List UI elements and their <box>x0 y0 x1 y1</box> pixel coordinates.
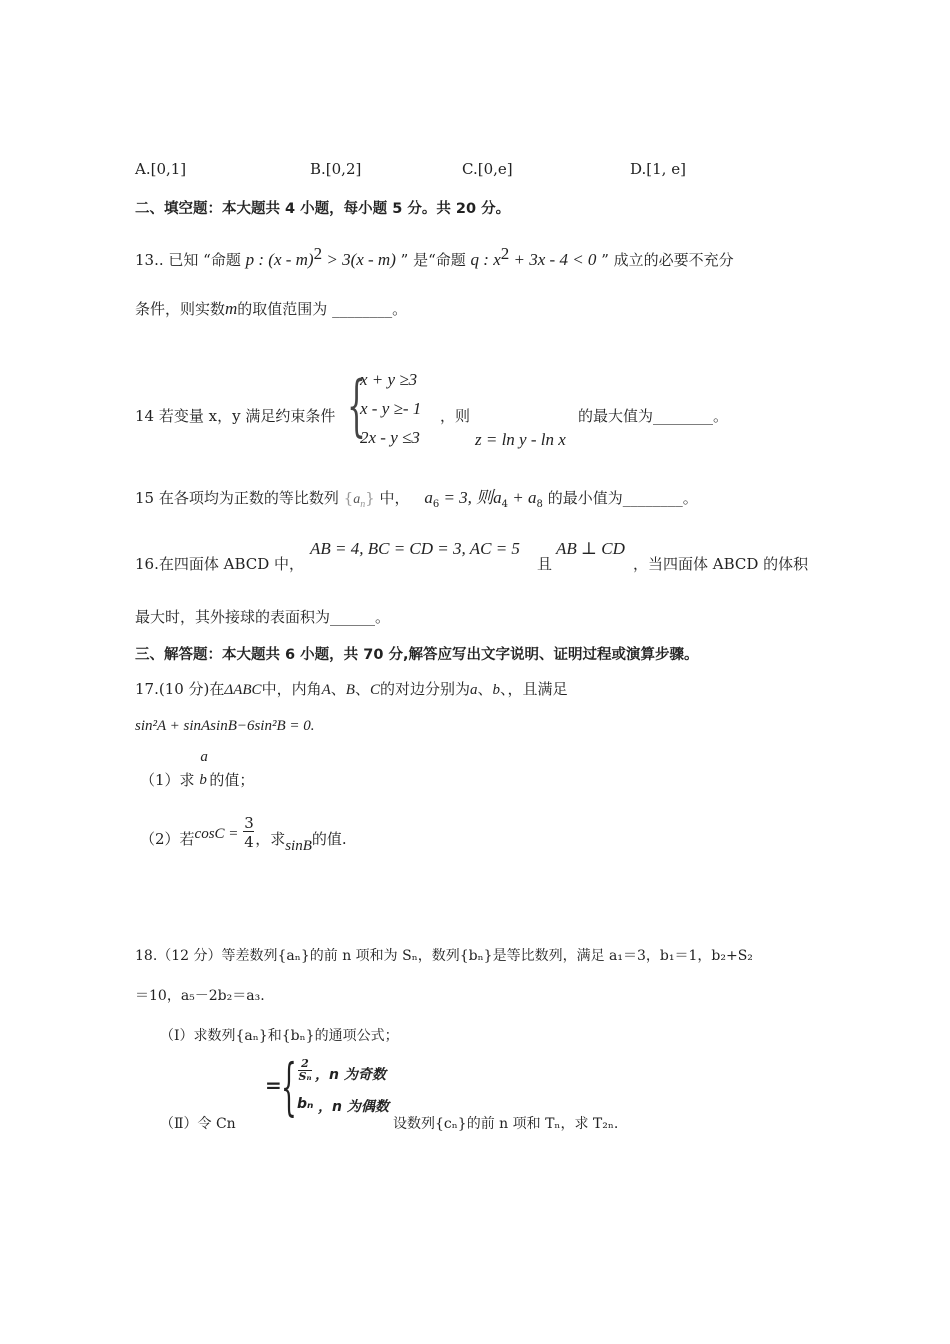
q17-part1 <box>140 749 255 790</box>
q15-mid: 中， <box>379 489 410 507</box>
q15-tail: 的最小值为________。 <box>547 489 698 507</box>
q17-A: A <box>321 682 331 698</box>
section3-heading: 三、解答题：本大题共 6 小题，共 70 分,解答应写出文字说明、证明过程或演算步骤。 <box>135 647 699 663</box>
q18-equals: = <box>265 1073 282 1097</box>
q13-p-exp: 2 <box>313 244 323 263</box>
q17-B: B <box>345 682 355 698</box>
q17-p2-den: 4 <box>244 833 254 851</box>
q15-seq-sub: n <box>360 499 366 510</box>
q17-sep1: 、 <box>330 680 346 698</box>
q13-line2-a: 条件，则实数 <box>135 300 226 318</box>
q18-brace: { <box>281 1050 297 1123</box>
q13-p-rhs: > 3(x - m) <box>322 250 396 269</box>
q17-mid1: 中，内角 <box>261 680 322 698</box>
option-a: A.[0,1] <box>135 160 187 178</box>
q13-line2-b: 的取值范围为 ________。 <box>237 300 408 318</box>
q17-p1-den: b <box>199 772 207 788</box>
q17-sep3: 、 <box>477 680 493 698</box>
q16-tail: ，当四面体 ABCD 的体积 <box>633 555 809 573</box>
option-c: C.[0,e] <box>462 160 513 178</box>
q18-case1-cond: ，n 为奇数 <box>315 1067 386 1083</box>
q13-var-m: m <box>225 299 238 318</box>
q18-case2-val: bₙ <box>297 1096 314 1112</box>
q15-line <box>135 483 698 510</box>
q15-seq: a <box>353 492 361 507</box>
section2-heading: 二、填空题：本大题共 4 小题，每小题 5 分。共 20 分。 <box>135 201 511 217</box>
q13-intro: . 已知 “命题 <box>158 251 241 269</box>
q18-p2-tail: 设数列{cₙ}的前 n 项和 Tₙ，求 T₂ₙ. <box>393 1116 619 1132</box>
q15-cond-sub: 6 <box>432 499 440 510</box>
q17-a: a <box>469 682 478 698</box>
q16-line2: 最大时，其外接球的表面积为______。 <box>135 608 391 626</box>
q17-line1 <box>135 678 568 699</box>
q17-sep2: 、 <box>354 680 370 698</box>
q15-seq-brace-close: } <box>365 489 375 507</box>
q17-p2-num: 3 <box>244 814 254 832</box>
q17-p2-fraction-bar <box>243 831 254 832</box>
q14-lead: 14 若变量 x，y 满足约束条件 <box>135 407 336 425</box>
q13-line2 <box>135 298 407 319</box>
q17-lead: 17.(10 分)在 <box>135 680 225 698</box>
q13-number: 13. <box>135 251 159 269</box>
q15-cond2: = 3, 则a <box>439 488 502 507</box>
q13-line1 <box>135 244 734 270</box>
q17-p2-sin: sinB <box>285 838 312 854</box>
q17-C: C <box>369 682 380 698</box>
q17-mid2: 的对边分别为 <box>379 680 470 698</box>
option-d: D.[1, e] <box>630 160 686 178</box>
q17-p1-lead: （1）求 <box>140 771 195 789</box>
q18-p2-lead: （Ⅱ）令 Cn <box>160 1116 236 1132</box>
q16-lead: 16.在四面体 ABCD 中， <box>135 555 305 573</box>
q15-cond: a <box>424 488 433 507</box>
q14-tail: 的最大值为________。 <box>578 407 729 425</box>
option-b: B.[0,2] <box>310 160 362 178</box>
q15-lead: 15 在各项均为正数的等比数列 <box>135 489 339 507</box>
q13-mid: ” 是“命题 <box>400 251 466 269</box>
q13-q-rhs: + 3x - 4 < 0 <box>509 250 597 269</box>
q14-z-expr: z = ln y - ln x <box>475 430 566 449</box>
q13-q-expr: q : x <box>470 250 501 269</box>
q14-brace: { <box>347 367 366 444</box>
q14-constraint-2: x - y ≥- 1 <box>360 399 422 418</box>
q17-p1-fraction <box>199 749 209 788</box>
q16-perp: AB ⊥ CD <box>556 539 625 558</box>
q17-tri: ΔABC <box>224 682 262 698</box>
q17-p2-tail: 的值. <box>311 830 347 848</box>
q17-p2-lead: （2）若 <box>140 830 195 848</box>
q18-part1: （Ⅰ）求数列{aₙ}和{bₙ}的通项公式； <box>160 1028 399 1044</box>
q16-cond: AB = 4, BC = CD = 3, AC = 5 <box>310 539 520 558</box>
q15-cond2-sub: 4 <box>501 499 509 510</box>
q17-p2-fraction <box>243 814 255 851</box>
q18-case2-cond: ，n 为偶数 <box>318 1099 389 1115</box>
q14-constraint-3: 2x - y ≤3 <box>360 428 420 447</box>
q18-case1-den: Sₙ <box>298 1070 312 1083</box>
q18-case1-fraction <box>298 1058 312 1083</box>
q13-p-expr: p : (x - m) <box>245 250 314 269</box>
q17-part2 <box>140 814 347 854</box>
q17-equation: sin²A + sinAsinB−6sin²B = 0. <box>135 718 315 734</box>
q17-b: b <box>492 682 500 698</box>
q17-p1-num: a <box>200 749 208 765</box>
q17-p2-cos: cosC = <box>194 826 239 842</box>
q18-line2: ＝10，a₅－2b₂＝a₃. <box>135 988 265 1004</box>
q17-p1-tail: 的值； <box>209 771 255 789</box>
q17-p2-mid: ，求 <box>255 830 286 848</box>
q17-tail: 、，且满足 <box>500 680 568 698</box>
q13-tail: ” 成立的必要不充分 <box>601 251 734 269</box>
q14-then: ，则 <box>440 407 471 425</box>
q18-line1: 18.（12 分）等差数列{aₙ}的前 n 项和为 Sₙ，数列{bₙ}是等比数列，满足 a₁＝3，b₁＝1，b₂+S₂ <box>135 948 753 964</box>
q14-constraint-1: x + y ≥3 <box>360 370 418 389</box>
q15-cond3: + a <box>508 488 537 507</box>
q13-q-exp: 2 <box>500 244 510 263</box>
q15-cond3-sub: 8 <box>536 499 543 510</box>
q18-case1-num: 2 <box>301 1057 309 1070</box>
q16-and: 且 <box>537 555 553 573</box>
q15-seq-brace-open: { <box>343 489 354 507</box>
